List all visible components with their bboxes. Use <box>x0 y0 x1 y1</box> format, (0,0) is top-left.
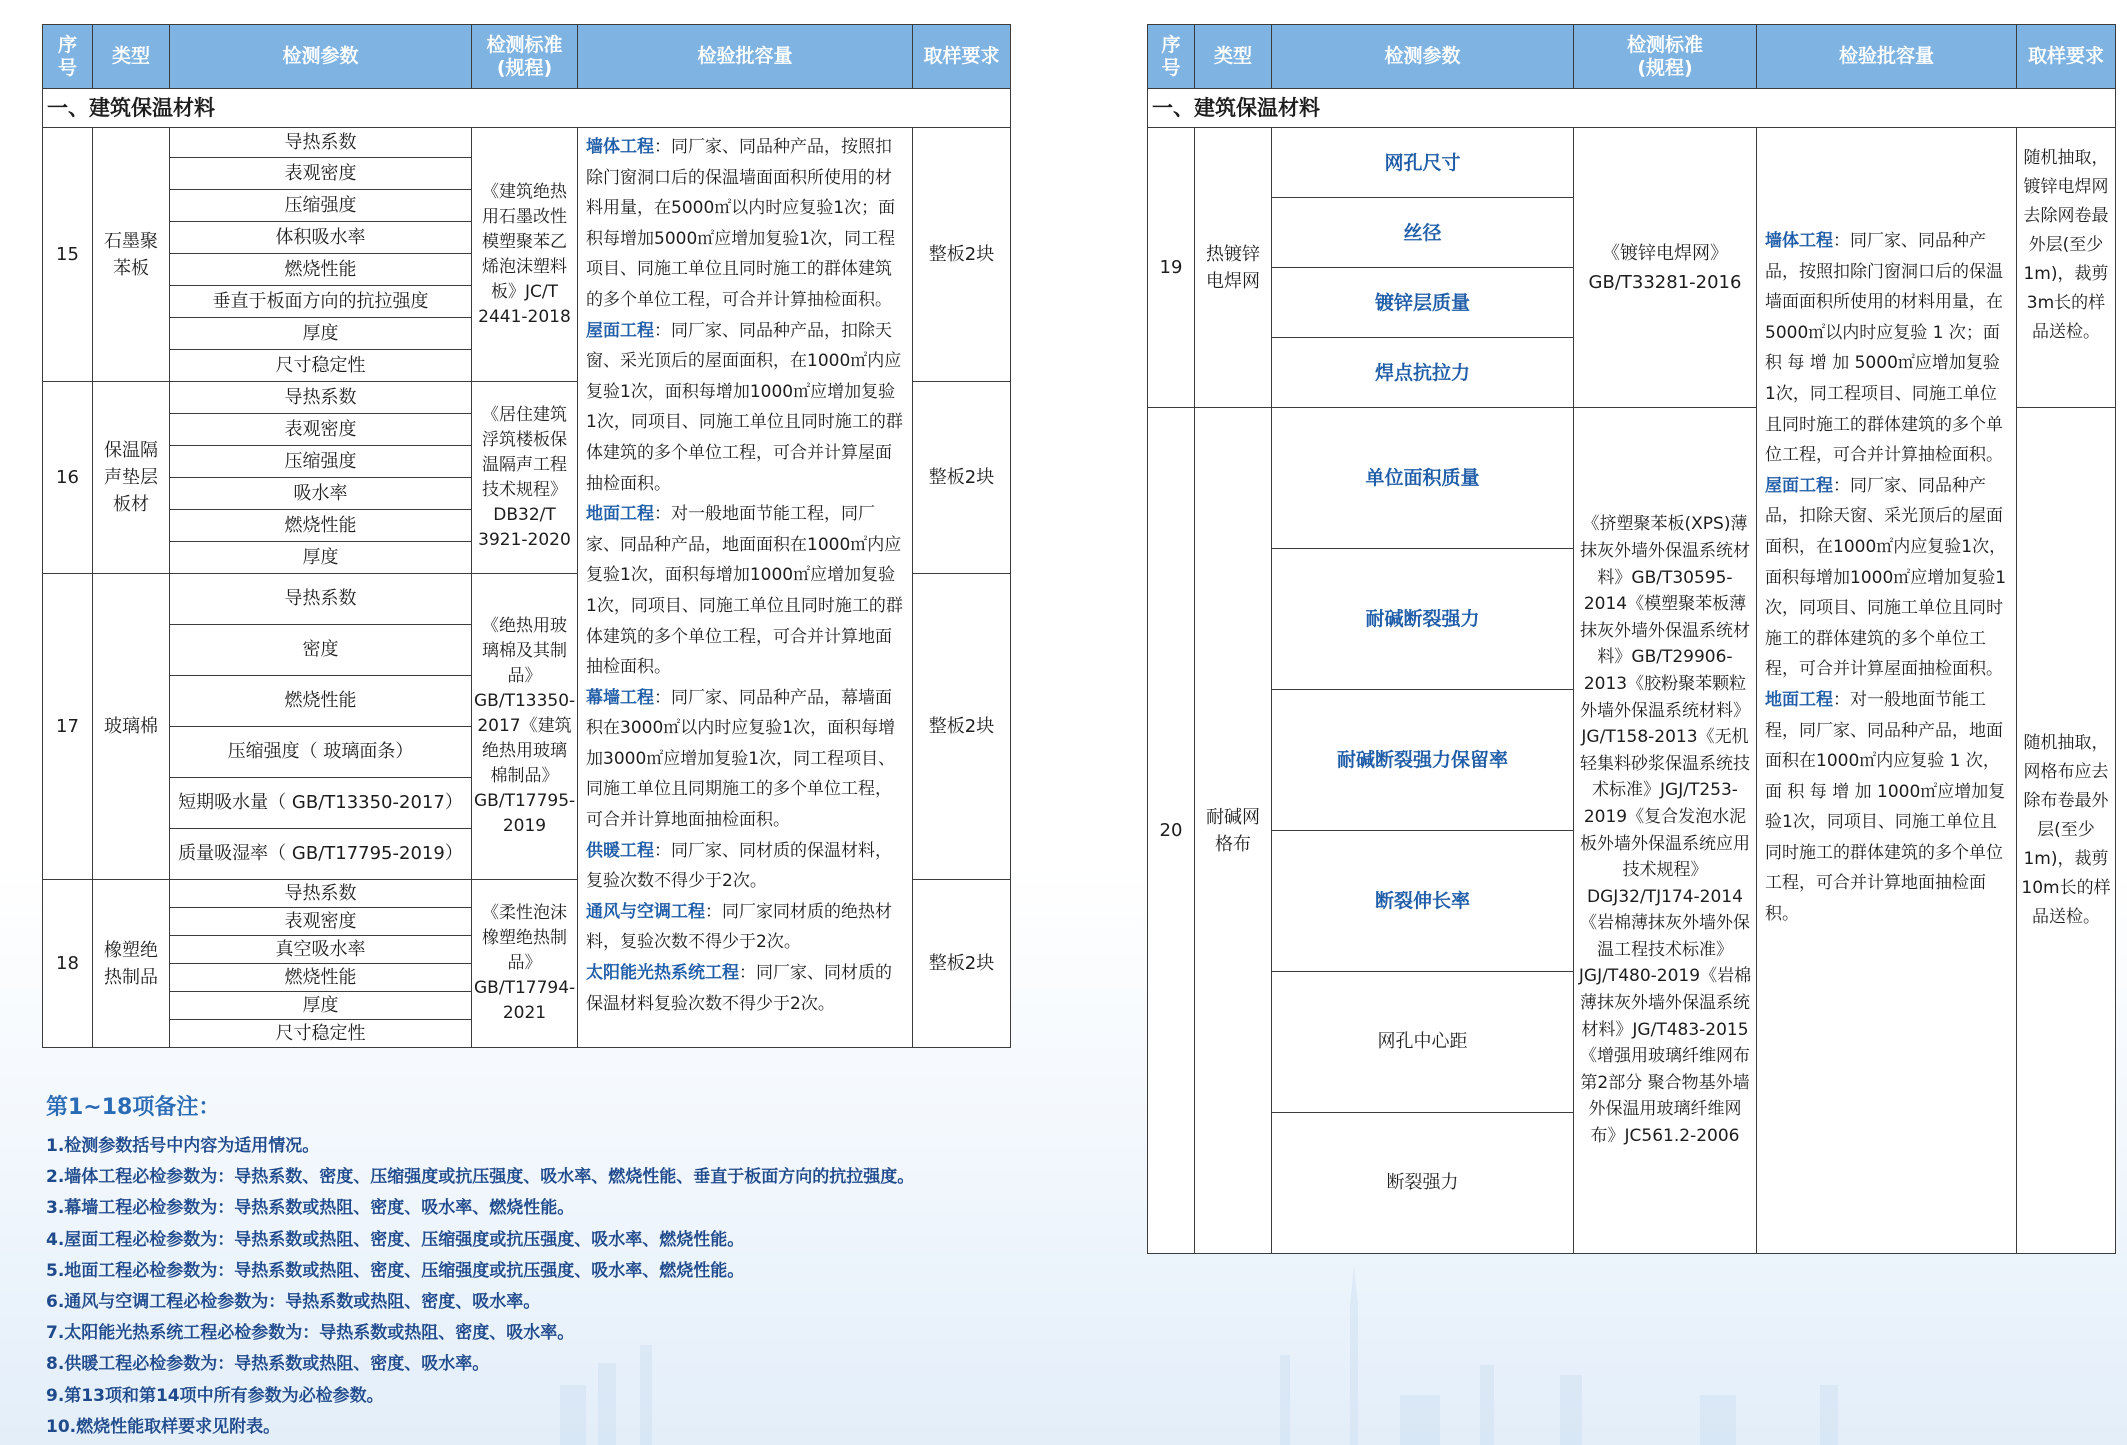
notes-title: 第1~18项备注： <box>46 1095 221 1120</box>
batch-clause-keyword: 太阳能光热系统工程 <box>586 963 739 984</box>
batch-clause-text: ：对一般地面节能工程，同厂家、同品种产品，地面面积在1000㎡内应复验1次，面积每增加1000㎡应增加复验1次，同项目、同施工单位且同时施工的群体建筑的多个单位工程，可合并计算地面抽检面积。 <box>586 504 903 678</box>
note-item: 2.墙体工程必检参数为：导热系数、密度、压缩强度或抗压强度、吸水率、燃烧性能、垂直于板面方向的抗拉强度。 <box>46 1167 915 1188</box>
test-parameter: 耐碱断裂强力 <box>1272 549 1574 690</box>
test-parameter: 尺寸稳定性 <box>170 350 472 382</box>
batch-clause-keyword: 幕墙工程 <box>586 687 654 708</box>
test-parameter: 导热系数 <box>170 880 472 908</box>
item-number: 19 <box>1148 128 1195 408</box>
section-row <box>43 89 1011 128</box>
sampling-requirement: 随机抽取，网格布应去除布卷最外层(至少1m)，裁剪10m长的样品送检。 <box>2017 408 2116 1254</box>
item-number: 16 <box>43 382 93 574</box>
material-type: 石墨聚 苯板 <box>93 128 170 382</box>
left-table-page <box>42 24 1010 1048</box>
batch-clause <box>586 958 904 1019</box>
batch-clause-text: ：同厂家、同品种产品，按照扣除门窗洞口后的保温墙面面积所使用的材料用量，在5000㎡以内时应复验1次；面积每增加5000㎡应增加复验1次，同工程项目、同施工单位且同时施工的群体建筑的多个单位工程，可合并计算抽检面积。 <box>586 137 896 310</box>
test-parameter: 厚度 <box>170 318 472 350</box>
header-sampling: 取样要求 <box>913 25 1011 89</box>
header-params: 检测参数 <box>170 25 472 89</box>
test-parameter: 导热系数 <box>170 574 472 625</box>
note-item: 8.供暖工程必检参数为：导热系数或热阻、密度、吸水率。 <box>46 1354 490 1375</box>
sampling-requirement: 整板2块 <box>913 574 1011 880</box>
batch-clause <box>586 132 904 316</box>
material-type: 耐碱网 格布 <box>1195 408 1272 1254</box>
test-standard: 《居住建筑浮筑楼板保温隔声工程技术规程》DB32/T 3921-2020 <box>472 382 578 574</box>
batch-clause-keyword: 屋面工程 <box>586 320 654 341</box>
test-parameter: 镀锌层质量 <box>1272 268 1574 338</box>
test-parameter: 压缩强度 <box>170 446 472 478</box>
note-item: 6.通风与空调工程必检参数为：导热系数或热阻、密度、吸水率。 <box>46 1292 541 1313</box>
note-item: 5.地面工程必检参数为：导热系数或热阻、密度、压缩强度或抗压强度、吸水率、燃烧性能。 <box>46 1260 745 1281</box>
test-parameter: 导热系数 <box>170 128 472 158</box>
test-parameter: 单位面积质量 <box>1272 408 1574 549</box>
header-type: 类型 <box>93 25 170 89</box>
batch-clause <box>1765 471 2008 685</box>
item-number: 17 <box>43 574 93 880</box>
test-parameter: 真空吸水率 <box>170 936 472 964</box>
header-no: 序 号 <box>43 25 93 89</box>
test-parameter: 断裂伸长率 <box>1272 831 1574 972</box>
test-parameter: 表观密度 <box>170 908 472 936</box>
sampling-requirement: 随机抽取，镀锌电焊网去除网卷最外层(至少1m)，裁剪3m长的样品送检。 <box>2017 128 2116 408</box>
header-type: 类型 <box>1195 25 1272 89</box>
test-parameter: 密度 <box>170 625 472 676</box>
test-standard: 《绝热用玻璃棉及其制品》GB/T13350-2017《建筑绝热用玻璃棉制品》GB/T17795-2019 <box>472 574 578 880</box>
section-title: 一、建筑保温材料 <box>1148 89 2116 128</box>
test-parameter: 体积吸水率 <box>170 222 472 254</box>
batch-clause-keyword: 屋面工程 <box>1765 475 1833 496</box>
test-parameter: 丝径 <box>1272 198 1574 268</box>
test-parameter: 质量吸湿率（ GB/T17795-2019） <box>170 829 472 880</box>
material-type: 玻璃棉 <box>93 574 170 880</box>
test-standard: 《柔性泡沫橡塑绝热制品》GB/T17794-2021 <box>472 880 578 1048</box>
header-standard: 检测标准 (规程) <box>472 25 578 89</box>
note-item: 9.第13项和第14项中所有参数为必检参数。 <box>46 1385 384 1406</box>
note-item: 3.幕墙工程必检参数为：导热系数或热阻、密度、吸水率、燃烧性能。 <box>46 1198 575 1219</box>
test-parameter: 尺寸稳定性 <box>170 1020 472 1048</box>
test-parameter: 焊点抗拉力 <box>1272 338 1574 408</box>
batch-clause-text: ：同厂家、同材质的保温材料，复验次数不得少于2次。 <box>586 840 892 892</box>
test-standard: 《挤塑聚苯板(XPS)薄抹灰外墙外保温系统材料》GB/T30595-2014《模塑聚苯板薄抹灰外墙外保温系统材料》GB/T29906-2013《胶粉聚苯颗粒外墙外保温系统材料》JG/T158-2013《无机轻集料砂浆保温系统技术标准》JGJ/T253-2019《复合发泡水泥板外墙外保温系统应用技术规程》DGJ32/TJ174-2014《岩棉薄抹灰外墙外保温工程技术标准》JGJ/T480-2019《岩棉薄抹灰外墙外保温系统材料》JG/T483-2015《增强用玻璃纤维网布 第2部分 聚合物基外墙外保温用玻璃纤维网布》JC561.2-2006 <box>1574 408 1757 1254</box>
right-table-body <box>1148 128 2116 1254</box>
batch-clause-text: ：同厂家、同品种产品，扣除天窗、采光顶后的屋面面积，在1000㎡内应复验1次，面积每增加1000㎡应增加复验1次，同项目、同施工单位且同时施工的群体建筑的多个单位工程，可合并计算屋面抽检面积。 <box>586 320 903 494</box>
batch-clause-text: ：同厂家、同品种产品，扣除天窗、采光顶后的屋面面积，在1000㎡内应复验1次，面积每增加1000㎡应增加复验1次，同项目、同施工单位且同时施工的群体建筑的多个单位工程，可合并计算屋面抽检面积。 <box>1765 475 2007 680</box>
note-item: 4.屋面工程必检参数为：导热系数或热阻、密度、压缩强度或抗压强度、吸水率、燃烧性能。 <box>46 1229 745 1250</box>
batch-clause-text: ：同厂家、同品种产品，幕墙面积在3000㎡以内时应复验1次，面积每增加3000㎡应增加复验1次，同工程项目、同施工单位且同期施工的多个单位工程，可合并计算地面抽检面积。 <box>586 687 896 831</box>
table-header-row <box>1148 25 2116 89</box>
test-parameter: 吸水率 <box>170 478 472 510</box>
left-inspection-table <box>42 24 1011 1048</box>
sampling-requirement: 整板2块 <box>913 128 1011 382</box>
batch-clause <box>586 836 904 897</box>
section-title: 一、建筑保温材料 <box>43 89 1011 128</box>
test-parameter: 网孔中心距 <box>1272 972 1574 1113</box>
test-standard: 《镀锌电焊网》GB/T33281-2016 <box>1574 128 1757 408</box>
note-item: 10.燃烧性能取样要求见附表。 <box>46 1416 281 1437</box>
sampling-requirement: 整板2块 <box>913 382 1011 574</box>
item-number: 18 <box>43 880 93 1048</box>
test-parameter: 燃烧性能 <box>170 510 472 542</box>
test-parameter: 压缩强度（ 玻璃面条） <box>170 727 472 778</box>
sampling-requirement: 整板2块 <box>913 880 1011 1048</box>
batch-clause <box>586 683 904 836</box>
test-parameter: 表观密度 <box>170 158 472 190</box>
note-item: 7.太阳能光热系统工程必检参数为：导热系数或热阻、密度、吸水率。 <box>46 1323 575 1344</box>
test-parameter: 压缩强度 <box>170 190 472 222</box>
header-batch: 检验批容量 <box>578 25 913 89</box>
batch-clause-keyword: 墙体工程 <box>586 137 654 157</box>
section-row <box>1148 89 2116 128</box>
batch-clause-text: ：同厂家、同品种产品，按照扣除门窗洞口后的保温墙面面积所使用的材料用量，在5000㎡以内时应复验 1 次；面 积 每 增 加 5000㎡应增加复验1次，同工程项目、同施工单位且同时施工的群体建筑的多个单位工程，可合并计算抽检面积。 <box>1765 231 2003 466</box>
batch-clause-keyword: 通风与空调工程 <box>586 901 705 922</box>
batch-clause-keyword: 供暖工程 <box>586 840 654 861</box>
test-parameter: 厚度 <box>170 992 472 1020</box>
batch-clause <box>586 897 904 958</box>
batch-clause <box>586 499 904 683</box>
test-parameter: 燃烧性能 <box>170 676 472 727</box>
test-parameter: 燃烧性能 <box>170 964 472 992</box>
batch-clause <box>1765 685 2008 930</box>
header-no: 序 号 <box>1148 25 1195 89</box>
test-parameter: 垂直于板面方向的抗拉强度 <box>170 286 472 318</box>
test-parameter: 厚度 <box>170 542 472 574</box>
note-item: 1.检测参数括号中内容为适用情况。 <box>46 1136 320 1156</box>
left-table-body <box>43 128 1011 1048</box>
batch-clause <box>586 316 904 500</box>
notes-list <box>46 1131 1026 1443</box>
header-sampling: 取样要求 <box>2017 25 2116 89</box>
batch-clause-text: ：同厂家同材质的绝热材料，复验次数不得少于2次。 <box>586 901 892 953</box>
table-header-row <box>43 25 1011 89</box>
batch-clause-keyword: 地面工程 <box>1765 689 1833 710</box>
item-number: 20 <box>1148 408 1195 1254</box>
right-table-page <box>1147 24 2115 1254</box>
material-type: 橡塑绝 热制品 <box>93 880 170 1048</box>
test-standard: 《建筑绝热用石墨改性模塑聚苯乙烯泡沫塑料板》JC/T 2441-2018 <box>472 128 578 382</box>
header-standard: 检测标准 (规程) <box>1574 25 1757 89</box>
header-params: 检测参数 <box>1272 25 1574 89</box>
batch-clause-text: ：同厂家、同材质的保温材料复验次数不得少于2次。 <box>586 963 892 1014</box>
table-row <box>43 128 1011 158</box>
test-parameter: 燃烧性能 <box>170 254 472 286</box>
table-row <box>1148 128 2116 198</box>
item-number: 15 <box>43 128 93 382</box>
batch-clause-text: ：对一般地面节能工程，同厂家、同品种产品，地面面积在1000㎡内应复验 1 次，面 积 每 增 加 1000㎡应增加复验1次，同项目、同施工单位且同时施工的群体建筑的多个单位工程，可合并计算地面抽检面积。 <box>1765 689 2006 925</box>
batch-capacity-cell <box>1757 128 2017 1254</box>
test-parameter: 断裂强力 <box>1272 1113 1574 1254</box>
header-batch: 检验批容量 <box>1757 25 2017 89</box>
test-parameter: 网孔尺寸 <box>1272 128 1574 198</box>
batch-clause-keyword: 墙体工程 <box>1765 231 1833 251</box>
material-type: 保温隔 声垫层 板材 <box>93 382 170 574</box>
test-parameter: 导热系数 <box>170 382 472 414</box>
notes-block <box>46 1090 1026 1443</box>
test-parameter: 短期吸水量（ GB/T13350-2017） <box>170 778 472 829</box>
batch-capacity-cell <box>578 128 913 1048</box>
right-inspection-table <box>1147 24 2116 1254</box>
test-parameter: 耐碱断裂强力保留率 <box>1272 690 1574 831</box>
test-parameter: 表观密度 <box>170 414 472 446</box>
material-type: 热镀锌 电焊网 <box>1195 128 1272 408</box>
batch-clause-keyword: 地面工程 <box>586 504 654 525</box>
batch-clause <box>1765 226 2008 471</box>
